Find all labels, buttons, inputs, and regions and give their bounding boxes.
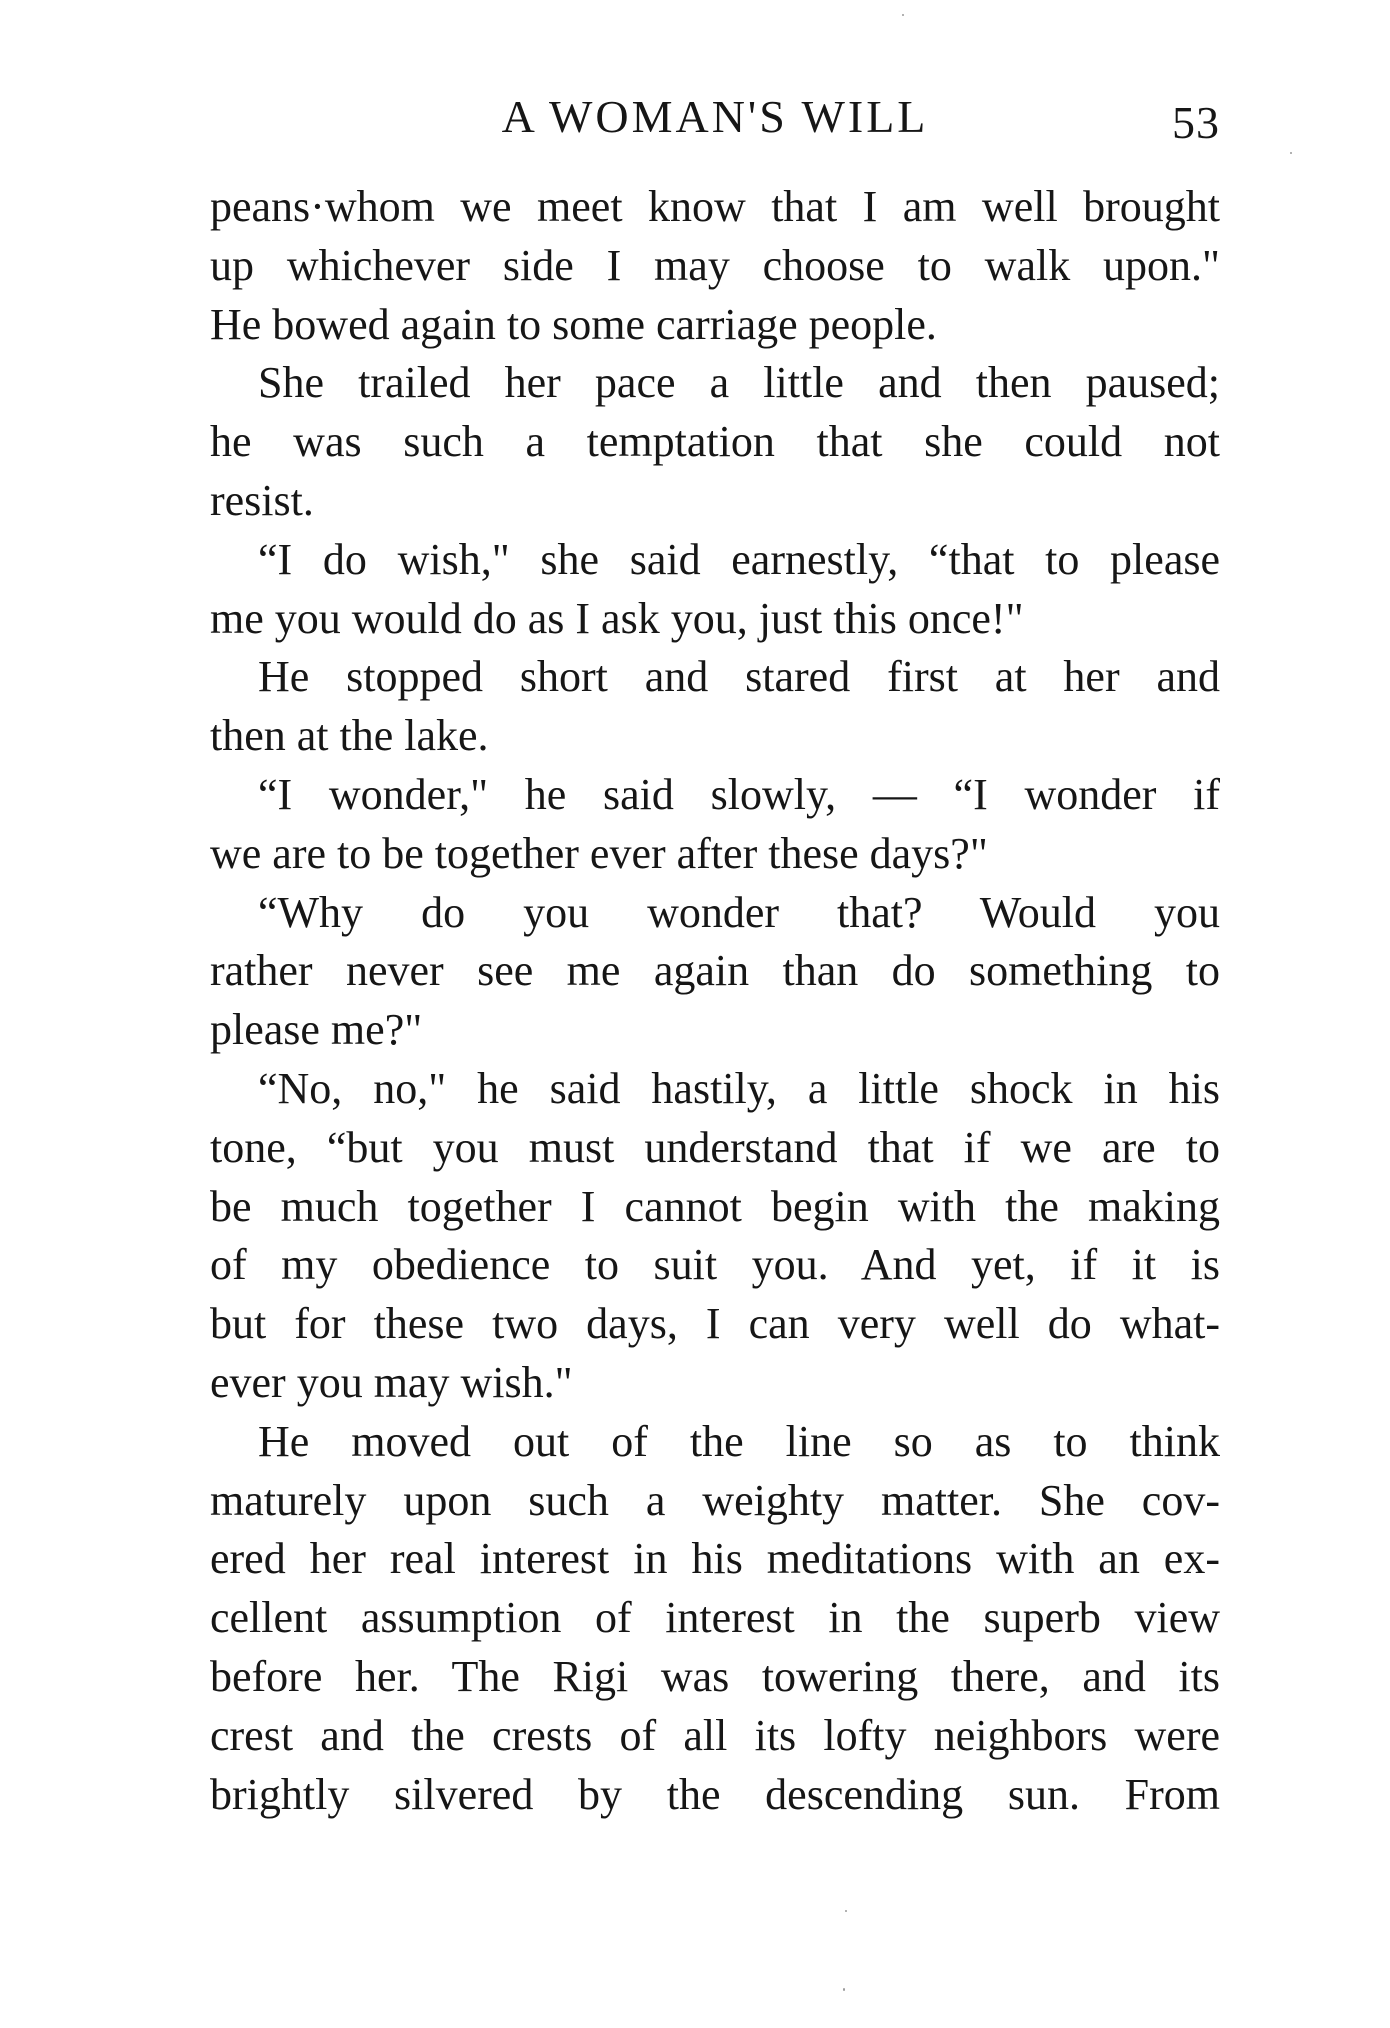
text-line: “I wonder," he said slowly, — “I wonder if bbox=[258, 769, 1220, 819]
running-title: A WOMAN'S WILL bbox=[501, 91, 929, 142]
text-line: tone, “but you must understand that if we are to bbox=[210, 1122, 1220, 1172]
text-line: ered her real interest in his meditations with an ex- bbox=[210, 1534, 1220, 1584]
text-line: He moved out of the line so as to think bbox=[258, 1416, 1220, 1466]
text-line: up whichever side I may choose to walk upon." bbox=[210, 240, 1220, 290]
text-line: resist. bbox=[210, 475, 314, 525]
text-line: he was such a temptation that she could not bbox=[210, 417, 1220, 467]
text-line: ever you may wish." bbox=[210, 1357, 573, 1407]
text-line: me you would do as I ask you, just this once!" bbox=[210, 593, 1024, 643]
text-line: of my obedience to suit you. And yet, if it is bbox=[210, 1240, 1220, 1290]
scan-speck bbox=[843, 1988, 845, 1991]
text-line: He stopped short and stared first at her and bbox=[258, 652, 1220, 702]
text-line: we are to be together ever after these days?" bbox=[210, 828, 988, 878]
text-line: She trailed her pace a little and then paused; bbox=[258, 358, 1220, 408]
text-line: brightly silvered by the descending sun. From bbox=[210, 1769, 1220, 1819]
page-number: 53 bbox=[1172, 97, 1220, 148]
text-line: be much together I cannot begin with the making bbox=[210, 1181, 1220, 1231]
text-line: please me?" bbox=[210, 1005, 423, 1055]
scan-speck bbox=[902, 14, 904, 16]
scan-speck bbox=[845, 1910, 847, 1912]
text-line: then at the lake. bbox=[210, 711, 489, 761]
text-line: “No, no," he said hastily, a little shock in his bbox=[258, 1063, 1220, 1113]
text-line: but for these two days, I can very well do what- bbox=[210, 1299, 1220, 1349]
text-line: cellent assumption of interest in the superb view bbox=[210, 1593, 1220, 1643]
text-line: maturely upon such a weighty matter. She cov- bbox=[210, 1475, 1220, 1525]
text-line: “Why do you wonder that? Would you bbox=[258, 887, 1220, 937]
text-line: “I do wish," she said earnestly, “that to please bbox=[258, 534, 1220, 584]
page-header bbox=[210, 82, 1220, 152]
text-line: peans·whom we meet know that I am well brought bbox=[210, 182, 1220, 231]
text-line: rather never see me again than do something to bbox=[210, 946, 1220, 996]
text-line: crest and the crests of all its lofty neighbors were bbox=[210, 1710, 1220, 1760]
body-text bbox=[210, 178, 1220, 1824]
scan-speck bbox=[1290, 152, 1292, 154]
text-line: before her. The Rigi was towering there, and its bbox=[210, 1651, 1220, 1701]
text-line: He bowed again to some carriage people. bbox=[210, 299, 937, 349]
